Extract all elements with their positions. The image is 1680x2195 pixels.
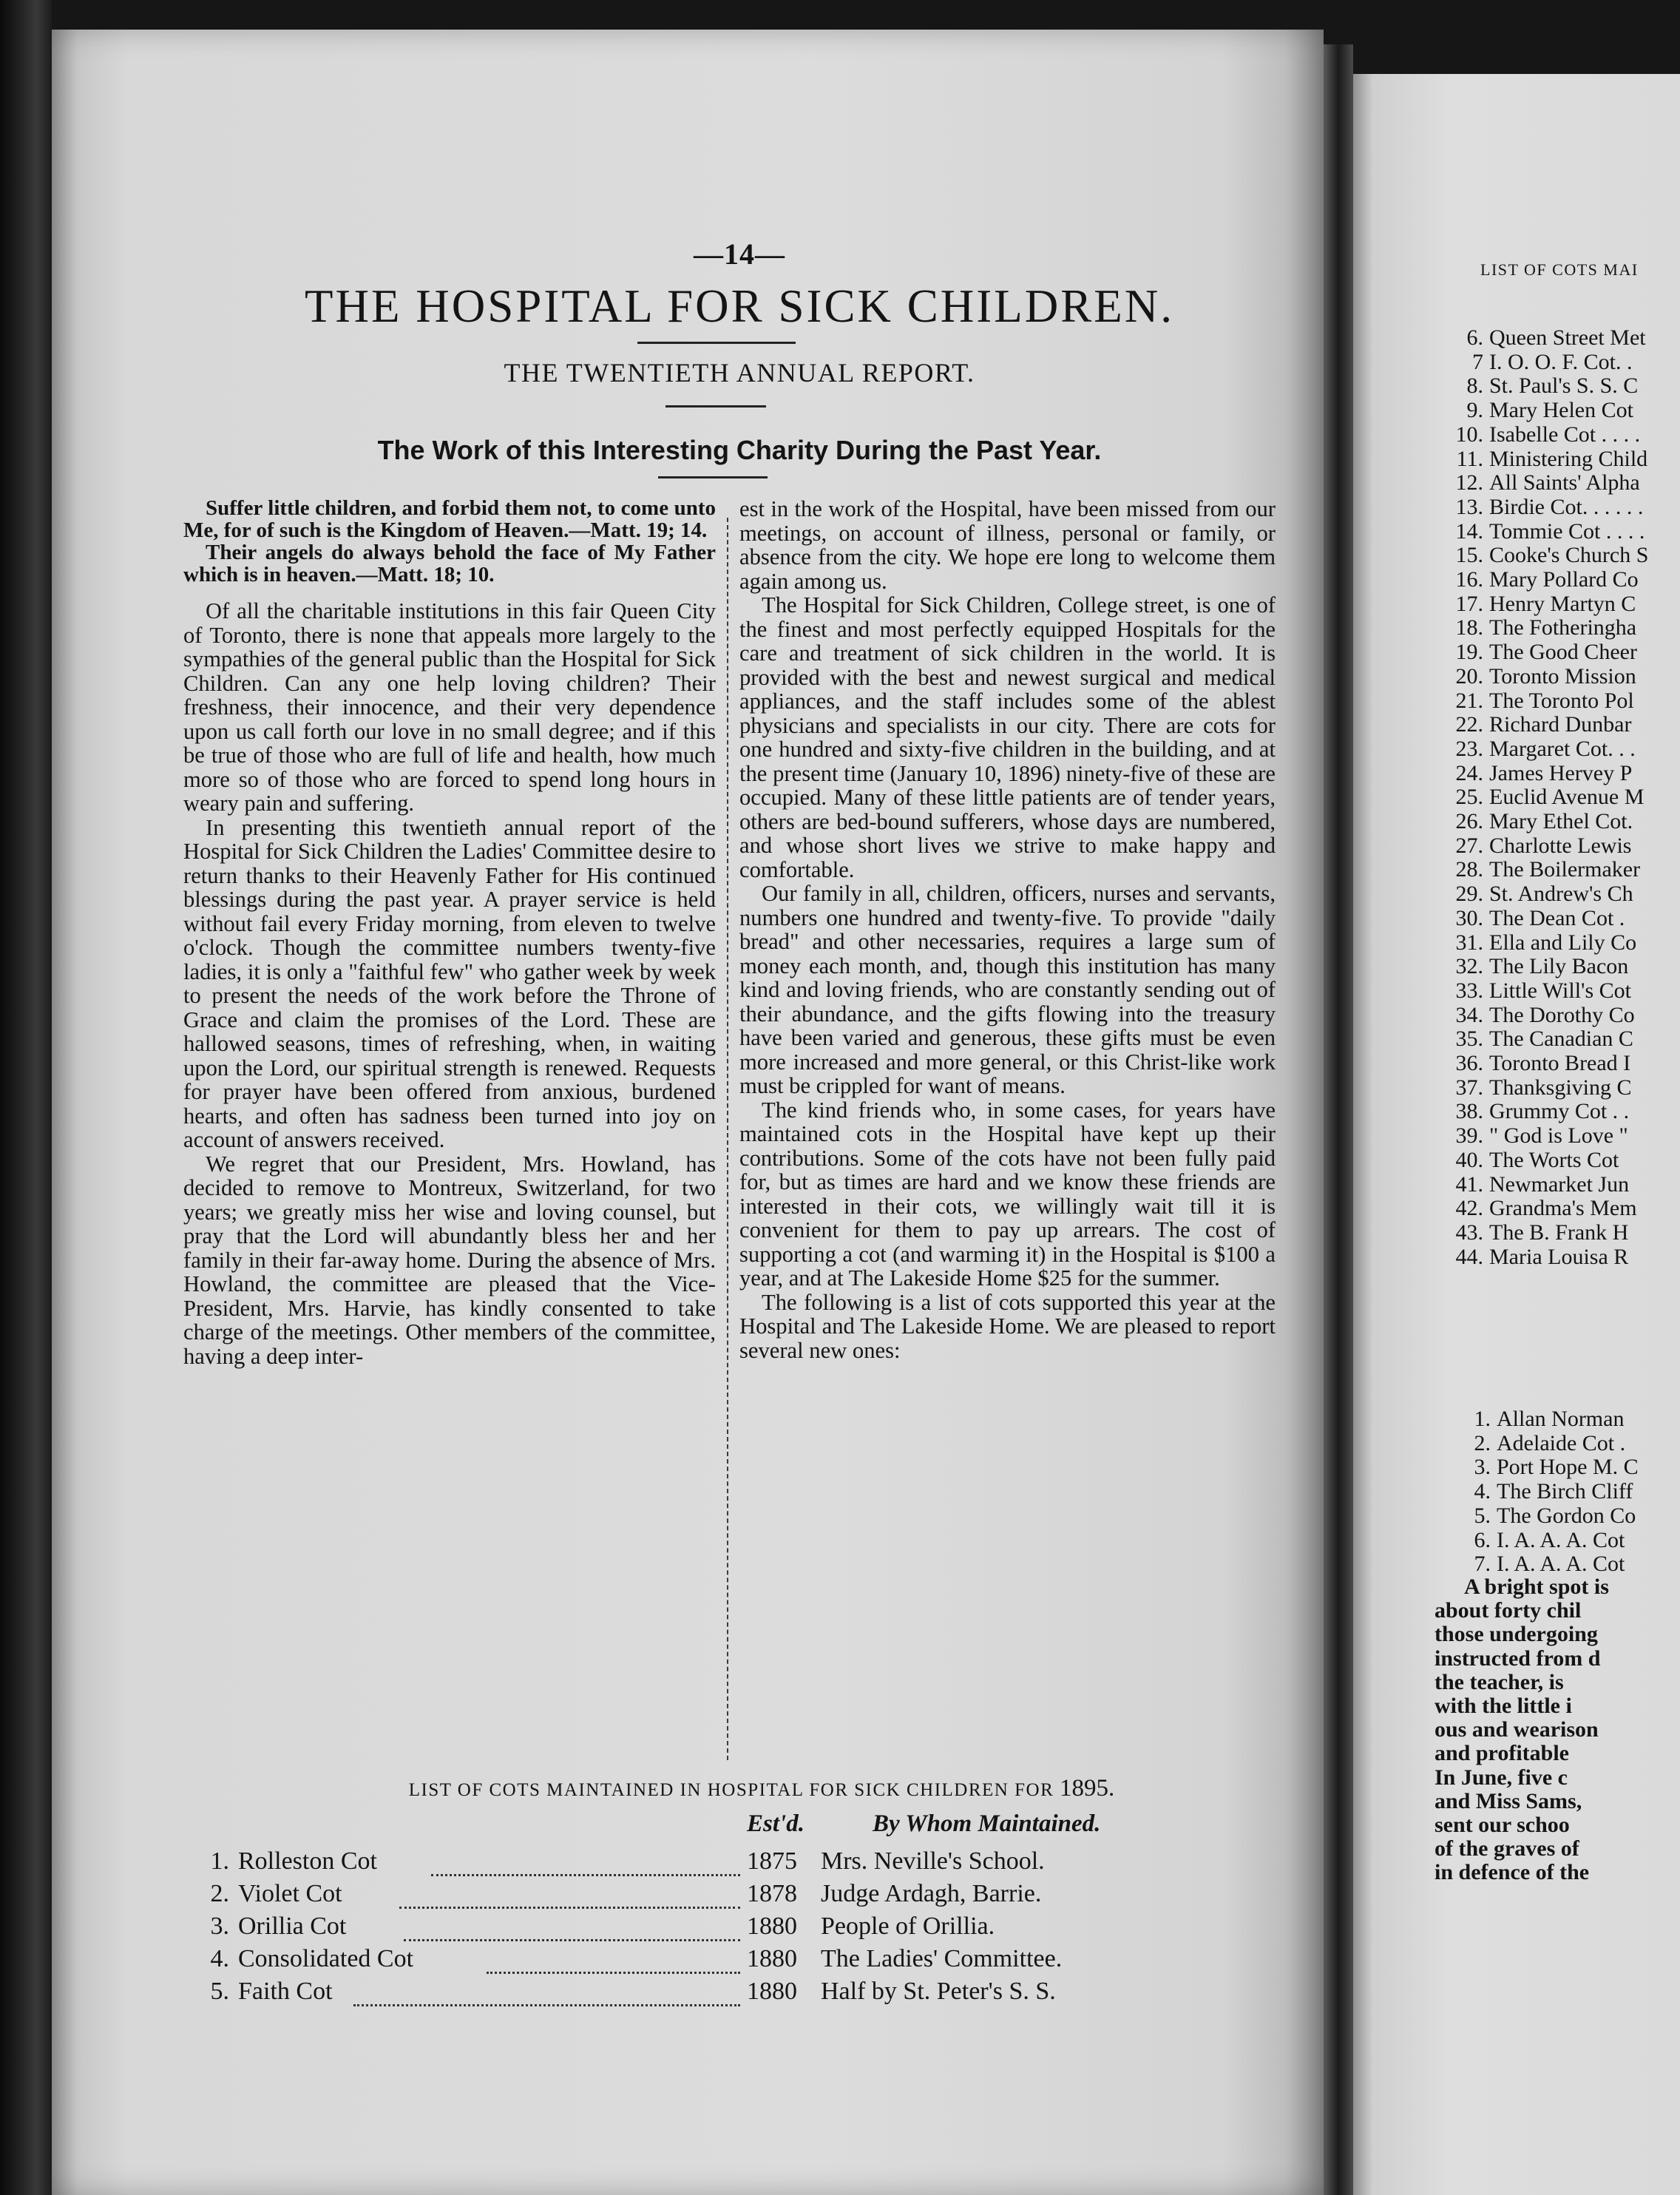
list-item: [1457, 1552, 1625, 1575]
article-column-2: [739, 497, 1276, 1362]
list-item-text: Richard Dunbar: [1489, 712, 1632, 737]
list-item: [1457, 1504, 1636, 1527]
list-item-text: Henry Martyn C: [1489, 591, 1636, 616]
list-item: [1449, 373, 1638, 397]
list-item: [1449, 470, 1640, 494]
list-item: [1449, 1075, 1632, 1099]
list-item-number: 25.: [1455, 785, 1483, 810]
list-item-text: Queen Street Met: [1489, 325, 1646, 350]
list-item-text: St. Andrew's Ch: [1489, 882, 1633, 907]
paragraph: The following is a list of cots supported this year at the Hospital and The Lakeside Home. We are pleased to report several new ones:: [739, 1289, 1276, 1363]
list-item: [1449, 906, 1625, 930]
paragraph-line: with the little i: [1435, 1694, 1572, 1719]
list-item: [1449, 350, 1632, 373]
cot-name: Orillia Cot: [238, 1912, 347, 1940]
list-item: [1449, 857, 1640, 881]
list-item: [1449, 1123, 1628, 1147]
list-item-text: " God is Love ": [1489, 1123, 1628, 1149]
list-item: [1457, 1431, 1625, 1455]
list-item-number: 23.: [1455, 736, 1483, 761]
paragraph-line: of the graves of: [1435, 1836, 1579, 1861]
paragraph: We regret that our President, Mrs. Howland, has decided to remove to Montreux, Switzerland, for two years; we greatly miss her wise and loving counsel, but pray that the Lord will abundantly bless her and her family in their far-away home. During the absence of Mrs. Howland, the committee are pleased that the Vice-President, Mrs. Harvie, has kindly consented to take charge of the meetings. Other members of the committee, having a deep inter-: [183, 1151, 716, 1369]
dot-leader: [353, 1978, 740, 2006]
paragraph: est in the work of the Hospital, have been missed from our meetings, on account of illness, personal or family, or absence from the city. We hope ere long to welcome them again among us.: [739, 496, 1276, 594]
maintained-by: Judge Ardagh, Barrie.: [821, 1880, 1042, 1907]
list-item: [1449, 1027, 1633, 1050]
year-established: 1878: [747, 1880, 797, 1907]
paragraph-line: and profitable: [1435, 1741, 1569, 1766]
list-item: [1457, 1407, 1624, 1430]
column-header-estd: Est'd.: [747, 1810, 805, 1837]
list-item-text: Mary Helen Cot: [1489, 398, 1633, 423]
list-item: [1449, 930, 1636, 954]
list-item-text: Toronto Bread I: [1489, 1051, 1631, 1075]
list-item-number: 33.: [1455, 978, 1483, 1003]
list-item-text: The Fotheringha: [1489, 615, 1637, 640]
list-item-text: Maria Louisa R: [1489, 1244, 1629, 1269]
list-item-text: The Toronto Pol: [1489, 688, 1634, 713]
list-item-number: 4.: [1474, 1479, 1491, 1504]
list-item-text: The Dean Cot .: [1489, 905, 1625, 930]
page-title: THE HOSPITAL FOR SICK CHILDREN.: [305, 280, 1174, 332]
row-number: 1.: [210, 1847, 229, 1875]
list-item-number: 22.: [1455, 712, 1483, 737]
list-item: [1449, 761, 1632, 785]
list-item-text: Toronto Mission: [1489, 663, 1636, 689]
list-item-number: 28.: [1455, 857, 1483, 882]
list-item-number: 20.: [1455, 663, 1483, 689]
list-item: [1457, 1479, 1633, 1503]
list-item-text: Adelaide Cot .: [1497, 1430, 1626, 1455]
list-item-number: 16.: [1455, 567, 1483, 592]
list-item: [1449, 447, 1647, 470]
paragraph-line: ous and wearison: [1435, 1717, 1599, 1742]
paragraph-line: those undergoing: [1435, 1622, 1598, 1647]
list-item-text: Charlotte Lewis: [1489, 833, 1632, 858]
list-item-number: 30.: [1455, 905, 1483, 930]
subtitle-rule: [665, 405, 766, 407]
column-separator: [727, 518, 728, 1760]
list-item-text: Newmarket Jun: [1489, 1171, 1630, 1197]
list-item-text: The Boilermaker: [1489, 857, 1641, 882]
book-spine: [0, 0, 52, 2195]
list-item-text: Euclid Avenue M: [1489, 785, 1645, 810]
paragraph-line: A bright spot is: [1464, 1575, 1609, 1599]
list-item-number: 29.: [1455, 882, 1483, 907]
column-header-maintained-by: By Whom Maintained.: [873, 1810, 1101, 1837]
list-item-number: 15.: [1455, 543, 1483, 568]
list-item-number: 3.: [1474, 1455, 1491, 1480]
list-item-number: 2.: [1474, 1430, 1491, 1455]
title-rule: [637, 342, 796, 344]
row-number: 2.: [210, 1880, 229, 1907]
list-item-number: 24.: [1455, 760, 1483, 785]
list-item-text: Port Hope M. C: [1497, 1455, 1639, 1480]
paragraph-line: In June, five c: [1435, 1765, 1568, 1790]
paragraph-line: in defence of the: [1435, 1860, 1590, 1885]
list-item: [1449, 325, 1646, 349]
list-item-text: All Saints' Alpha: [1489, 470, 1640, 496]
list-item-number: 19.: [1455, 640, 1483, 665]
maintained-by: The Ladies' Committee.: [821, 1945, 1063, 1972]
cot-table-caption: [281, 1775, 1242, 1802]
list-item-text: Ella and Lily Co: [1489, 930, 1637, 955]
list-item-number: 32.: [1455, 954, 1483, 979]
list-item-text: Margaret Cot. . .: [1489, 736, 1636, 761]
list-item: [1449, 495, 1643, 518]
paragraph-line: instructed from d: [1435, 1646, 1601, 1671]
list-item-number: 9.: [1466, 398, 1483, 423]
list-item: [1449, 1099, 1629, 1123]
list-item: [1449, 809, 1633, 833]
list-item: [1449, 422, 1640, 446]
list-item: [1449, 978, 1631, 1002]
list-item: [1449, 567, 1639, 591]
list-item-text: Allan Norman: [1497, 1407, 1625, 1431]
row-number: 4.: [210, 1945, 229, 1972]
list-item-number: 12.: [1455, 470, 1483, 496]
dot-leader: [404, 1912, 740, 1941]
list-item-number: 36.: [1455, 1051, 1483, 1075]
right-page: [1353, 74, 1680, 2195]
list-item-text: The B. Frank H: [1489, 1220, 1629, 1245]
paragraph-line: the teacher, is: [1435, 1669, 1564, 1694]
list-item: [1449, 1172, 1629, 1196]
paragraph-line: and Miss Sams,: [1435, 1788, 1582, 1813]
article-column-1: [183, 497, 716, 1368]
list-item: [1449, 833, 1631, 857]
year-established: 1880: [747, 1912, 797, 1940]
list-item-number: 39.: [1455, 1123, 1483, 1149]
list-item-number: 1.: [1474, 1407, 1491, 1431]
list-item-number: 18.: [1455, 615, 1483, 640]
paragraph: Of all the charitable institutions in this fair Queen City of Toronto, there is none that appeals more largely to the sympathies of the general public than the Hospital for Sick Children. Can any one help loving children? Their freshness, their innocence, and their very dependence upon us call forth our love in no small degree; and if this be true of those who are full of life and health, how much more so of those who are forced to spend long hours in weary pain and suffering.: [183, 598, 716, 816]
tagline-rule: [658, 476, 768, 478]
list-item-text: The Birch Cliff: [1497, 1479, 1633, 1504]
list-item: [1449, 882, 1633, 905]
list-item-number: 5.: [1474, 1503, 1491, 1528]
list-item-text: The Dorothy Co: [1489, 1002, 1635, 1027]
list-item-number: 43.: [1455, 1220, 1483, 1245]
paragraph: The Hospital for Sick Children, College street, is one of the finest and most perfectly equipped Hospitals for the care and treatment of sick children in the world. It is provided with the best and newest surgical and medical appliances, and the staff includes some of the ablest physicians and specialists in our city. There are cots for one hundred and sixty-five children in the building, and at the present time (January 10, 1896) ninety-five of these are occupied. Many of these little patients are of tender years, others are bed-bound sufferers, whose days are numbered, and whose short lives we strive to make happy and comfortable.: [739, 592, 1276, 882]
table-row: [200, 1847, 1309, 1878]
list-item-number: 44.: [1455, 1244, 1483, 1269]
list-item-text: James Hervey P: [1489, 760, 1633, 785]
cot-name: Rolleston Cot: [238, 1847, 377, 1875]
list-item-text: Isabelle Cot . . . .: [1489, 422, 1641, 447]
list-item-text: The Lily Bacon: [1489, 954, 1629, 979]
dot-leader: [399, 1880, 740, 1909]
list-item-text: I. A. A. A. Cot: [1497, 1552, 1625, 1577]
book-gutter: [1324, 44, 1353, 2195]
list-item-text: Cooke's Church S: [1489, 543, 1649, 568]
cot-name: Violet Cot: [238, 1880, 342, 1907]
list-item-number: 6.: [1466, 325, 1483, 350]
table-row: [200, 1945, 1309, 1976]
paragraph: In presenting this twentieth annual report of the Hospital for Sick Children the Ladies' Committee desire to return thanks to their Heavenly Father for His continued blessings during the past year. A prayer service is held without fail every Friday morning, from eleven to twelve o'clock. Though the committee numbers twenty-five ladies, it is only a "faithful few" who gather week by week to present the needs of the work before the Throne of Grace and claim the promises of the Lord. These are hallowed seasons, times of refreshing, when, in waiting upon the Lord, our spiritual strength is renewed. Requests for prayer have been offered from anxious, burdened hearts, and often has sadness been turned into joy on account of answers received.: [183, 814, 716, 1152]
list-item: [1449, 712, 1631, 736]
row-number: 5.: [210, 1978, 229, 2005]
year-established: 1880: [747, 1978, 797, 2005]
list-item-text: Mary Ethel Cot.: [1489, 809, 1633, 833]
list-item-text: Birdie Cot. . . . . .: [1489, 494, 1644, 519]
list-item: [1449, 1148, 1619, 1171]
list-item-text: Little Will's Cot: [1489, 978, 1631, 1003]
list-item-number: 31.: [1455, 930, 1483, 955]
list-item-text: Thanksgiving C: [1489, 1075, 1632, 1100]
page-number: —14—: [694, 237, 785, 271]
list-item-text: St. Paul's S. S. C: [1489, 373, 1639, 399]
list-item-number: 13.: [1455, 494, 1483, 519]
list-item-text: Ministering Child: [1489, 446, 1648, 471]
list-item-text: Tommie Cot . . . .: [1489, 518, 1645, 544]
list-item-text: The Good Cheer: [1489, 640, 1637, 665]
maintained-by: People of Orillia.: [821, 1912, 995, 1940]
maintained-by: Half by St. Peter's S. S.: [821, 1978, 1056, 2005]
list-item: [1449, 543, 1648, 566]
list-item: [1449, 785, 1644, 808]
list-item-text: Grandma's Mem: [1489, 1196, 1637, 1221]
article-tagline: The Work of this Interesting Charity During the Past Year.: [377, 435, 1102, 465]
list-item: [1449, 737, 1636, 760]
paragraph: Our family in all, children, officers, nurses and servants, numbers one hundred and twenty-five. To provide "daily bread" and other necessaries, requires a large sum of money each month, and, though this institution has many kind and loving friends, who are constantly sending out of their abundance, and the gifts flowing into the treasury have been varied and generous, these gifts must be even more increased and more general, or this Christ-like work must be crippled for want of means.: [739, 881, 1276, 1098]
table-row: [200, 1912, 1309, 1944]
list-item-number: 26.: [1455, 809, 1483, 833]
report-subtitle: THE TWENTIETH ANNUAL REPORT.: [504, 358, 975, 388]
list-item-text: The Canadian C: [1489, 1027, 1633, 1052]
list-item-number: 6.: [1474, 1527, 1491, 1552]
list-item-number: 41.: [1455, 1171, 1483, 1197]
list-item: [1449, 1196, 1637, 1220]
cot-table-caption-text: LIST OF COTS MAINTAINED IN HOSPITAL FOR SICK CHILDREN FOR: [408, 1780, 1054, 1800]
list-item: [1449, 398, 1633, 422]
list-item-number: 21.: [1455, 688, 1483, 713]
right-page-paragraph: [1435, 1575, 1656, 1885]
paragraph-line: about forty chil: [1435, 1598, 1582, 1623]
list-item-number: 8.: [1466, 373, 1483, 399]
list-item: [1449, 592, 1636, 615]
list-item-number: 34.: [1455, 1002, 1483, 1027]
list-item-text: Grummy Cot . .: [1489, 1099, 1630, 1124]
list-item: [1449, 519, 1645, 543]
list-item: [1449, 1220, 1628, 1244]
cot-name: Faith Cot: [238, 1978, 333, 2005]
table-row: [200, 1880, 1309, 1911]
list-item-number: 35.: [1455, 1027, 1483, 1052]
list-item-text: The Worts Cot: [1489, 1147, 1619, 1172]
list-item: [1449, 1003, 1635, 1027]
list-item-number: 40.: [1455, 1147, 1483, 1172]
epigraph: Suffer little children, and forbid them not, to come unto Me, for of such is the Kingdom of Heaven.—Matt. 19; 14.: [183, 496, 716, 542]
paragraph: The kind friends who, in some cases, for years have maintained cots in the Hospital have kept up their contributions. Some of the cots have not been fully paid for, but as times are hard and we know these friends are interested in their cots, we willingly wait till it is convenient for them to pay up arrears. The cost of supporting a cot (and warming it) in the Hospital is $100 a year, and at The Lakeside Home $25 for the summer.: [739, 1097, 1276, 1291]
list-item-number: 37.: [1455, 1075, 1483, 1100]
list-item: [1449, 615, 1636, 639]
list-item: [1449, 689, 1634, 712]
maintained-by: Mrs. Neville's School.: [821, 1847, 1045, 1875]
dot-leader: [431, 1847, 740, 1876]
list-item: [1449, 664, 1636, 688]
list-item-text: I. A. A. A. Cot: [1497, 1527, 1625, 1552]
list-item-number: 7.: [1474, 1552, 1491, 1577]
cot-table-caption-year: 1895.: [1060, 1775, 1115, 1802]
list-item-text: The Gordon Co: [1497, 1503, 1636, 1528]
list-item: [1449, 1051, 1630, 1075]
list-item-number: 11.: [1456, 446, 1483, 471]
list-item: [1457, 1528, 1625, 1552]
dot-leader: [487, 1945, 740, 1974]
paragraph-line: sent our schoo: [1435, 1813, 1570, 1838]
list-item-number: 27.: [1455, 833, 1483, 858]
row-number: 3.: [210, 1912, 229, 1940]
table-row: [200, 1978, 1309, 2009]
list-item-number: 38.: [1455, 1099, 1483, 1124]
list-item: [1449, 954, 1628, 978]
list-item: [1449, 1245, 1628, 1268]
list-item: [1449, 640, 1637, 663]
list-item: [1457, 1455, 1639, 1478]
list-item-number: 17.: [1455, 591, 1483, 616]
list-item-text: I. O. O. F. Cot. .: [1489, 349, 1633, 374]
year-established: 1880: [747, 1945, 797, 1972]
year-established: 1875: [747, 1847, 797, 1875]
list-item-number: 7: [1472, 349, 1483, 374]
list-item-text: Mary Pollard Co: [1489, 567, 1639, 592]
list-item-number: 42.: [1455, 1196, 1483, 1221]
list-item-number: 10.: [1455, 422, 1483, 447]
right-page-header: LIST OF COTS MAI: [1480, 260, 1639, 279]
cot-name: Consolidated Cot: [238, 1945, 414, 1972]
epigraph: Their angels do always behold the face of My Father which is in heaven.—Matt. 18; 10.: [183, 541, 716, 586]
list-item-number: 14.: [1455, 518, 1483, 544]
